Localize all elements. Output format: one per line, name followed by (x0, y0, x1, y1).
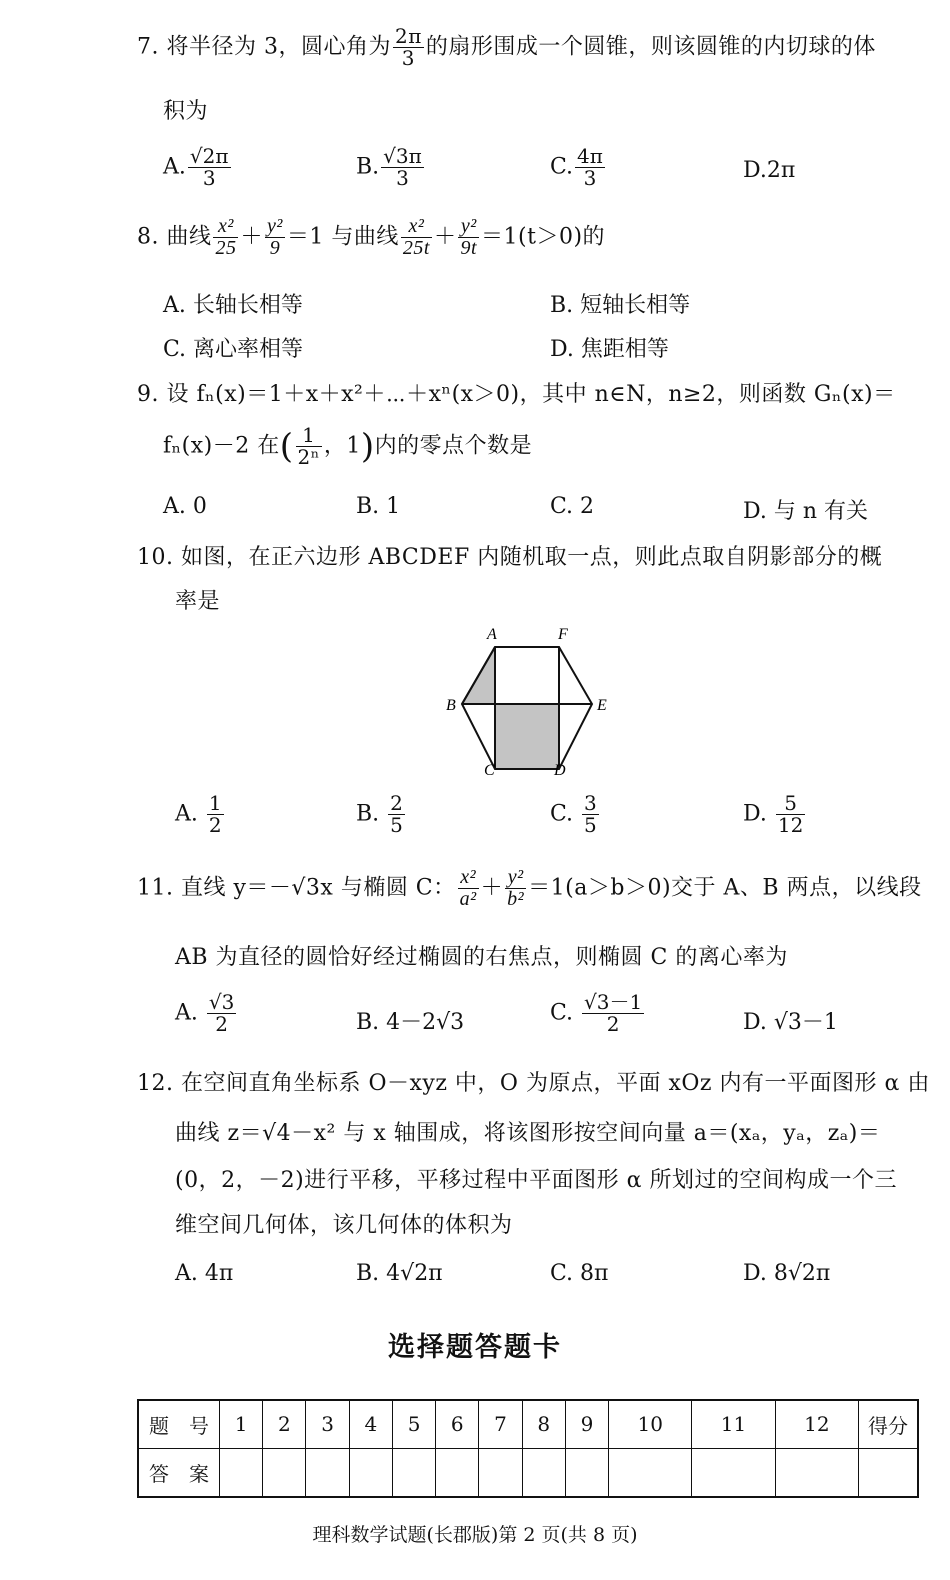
answer-card-table (137, 1399, 919, 1498)
page-footer: 理科数学试题(长郡版)第 2 页(共 8 页) (312, 1524, 638, 1546)
q10-option-d: D. $\frac{5}{12}$ (743, 791, 804, 837)
q11-option-b: B. 4－2√3 (356, 1010, 465, 1035)
q11-line1: 11. 直线 y＝－√3x 与椭圆 C： $\frac{\text{x²}}{\text{a²}}$ ＋ $\frac{\text{y²}}{\text{b²}}$ ＝1(a＞b＞0)交于 A、B 两点，以线段 (137, 866, 922, 910)
q7-text-a: 7. 将半径为 3，圆心角为 (137, 34, 391, 60)
q9-option-c: C. 2 (550, 494, 595, 519)
hexagon-figure (440, 623, 620, 783)
q7-line1 (137, 26, 876, 69)
answer-cell[interactable] (306, 1448, 349, 1497)
q12-option-d: D. 8√2π (743, 1261, 831, 1286)
shaded-square (495, 704, 559, 769)
answer-cell[interactable] (479, 1448, 522, 1497)
label-b: B (446, 697, 456, 714)
q7-option-d: D.2π (743, 158, 796, 183)
col-number: 12 (775, 1400, 858, 1448)
q9-option-a: A. 0 (163, 494, 207, 519)
answer-cell[interactable] (775, 1448, 858, 1497)
col-number: 2 (263, 1400, 306, 1448)
col-number: 11 (692, 1400, 775, 1448)
q7-fraction: $\frac{2\pi}{3}$ (394, 24, 422, 70)
answer-cell[interactable] (392, 1448, 435, 1497)
answer-cell[interactable] (522, 1448, 565, 1497)
q10-option-c: C. $\frac{3}{5}$ (550, 791, 597, 837)
q7-text-b: 的扇形围成一个圆锥，则该圆锥的内切球的体 (425, 34, 876, 60)
q8-option-d: D. 焦距相等 (550, 337, 669, 362)
label-a: A (487, 626, 497, 643)
col-number: 5 (392, 1400, 435, 1448)
q12-line1: 12. 在空间直角坐标系 O－xyz 中，O 为原点，平面 xOz 内有一平面图形 α 由 (137, 1071, 930, 1096)
col-number: 10 (609, 1400, 692, 1448)
q12-line4: 维空间几何体，该几何体的体积为 (175, 1213, 513, 1238)
col-number: 4 (349, 1400, 392, 1448)
col-number: 7 (479, 1400, 522, 1448)
score-cell[interactable] (859, 1448, 919, 1497)
col-number: 8 (522, 1400, 565, 1448)
q7-line2: 积为 (163, 99, 209, 124)
q11-option-d: D. √3－1 (743, 1010, 838, 1035)
q12-option-a: A. 4π (175, 1261, 234, 1286)
answer-cell[interactable] (263, 1448, 306, 1497)
q11-option-a: A. $\frac{√3}{2}$ (175, 990, 235, 1036)
q12-option-c: C. 8π (550, 1261, 609, 1286)
q8-option-c: C. 离心率相等 (163, 337, 304, 362)
answer-cell[interactable] (220, 1448, 263, 1497)
q9-option-b: B. 1 (356, 494, 401, 519)
label-f: F (558, 626, 568, 643)
answer-cell[interactable] (692, 1448, 775, 1497)
q10-line2: 率是 (175, 589, 221, 614)
q10-option-a: A. $\frac{1}{2}$ (175, 791, 222, 837)
q8-option-a: A. 长轴长相等 (163, 293, 303, 318)
q10-line1: 10. 如图，在正六边形 ABCDEF 内随机取一点，则此点取自阴影部分的概 (137, 545, 883, 570)
label-e: E (597, 697, 607, 714)
q12-line2: 曲线 z＝√4－x² 与 x 轴围成，将该图形按空间向量 a＝(xₐ，yₐ，zₐ)＝ (175, 1121, 881, 1146)
answer-cell[interactable] (565, 1448, 608, 1497)
col-number: 1 (220, 1400, 263, 1448)
label-c: C (484, 762, 495, 779)
q8-line1: 8. 曲线 $\frac{\text{x²}}{25}$ ＋ $\frac{\text{y²}}{9}$ ＝1 与曲线 $\frac{\text{x²}}{25t}$ ＋ $\frac{\text{y²}}{9t}$ ＝1(t＞0)的 (137, 215, 606, 259)
q7-option-c: C. $\frac{4\pi}{3}$ (550, 144, 603, 190)
label-d: D (554, 762, 566, 779)
q9-line2: fₙ(x)－2 在( $\frac{1}{\text{2ⁿ}}$ ，1)内的零点个数是 (163, 423, 533, 469)
q12-line3: (0，2，－2)进行平移，平移过程中平面图形 α 所划过的空间构成一个三 (175, 1168, 898, 1193)
row-label-answer: 答 案 (138, 1448, 220, 1497)
q7-option-b: B. $\frac{√3\pi}{3}$ (356, 144, 422, 190)
answer-cell[interactable] (436, 1448, 479, 1497)
q9-option-d: D. 与 n 有关 (743, 499, 869, 524)
q12-option-b: B. 4√2π (356, 1261, 443, 1286)
answer-cell[interactable] (609, 1448, 692, 1497)
q11-option-c: C. $\frac{√3-1}{2}$ (550, 990, 643, 1036)
col-number: 3 (306, 1400, 349, 1448)
q8-option-b: B. 短轴长相等 (550, 293, 691, 318)
answer-card-title: 选择题答题卡 (388, 1332, 562, 1363)
row-label-number: 题 号 (138, 1400, 220, 1448)
col-number: 6 (436, 1400, 479, 1448)
answer-cell[interactable] (349, 1448, 392, 1497)
q9-line1: 9. 设 fₙ(x)＝1＋x＋x²＋⋯＋xⁿ(x＞0)，其中 n∈N，n≥2，则函数 Gₙ(x)＝ (137, 382, 896, 407)
q11-line2: AB 为直径的圆恰好经过椭圆的右焦点，则椭圆 C 的离心率为 (175, 945, 788, 970)
col-number: 9 (565, 1400, 608, 1448)
q7-option-a: A. $\frac{√2\pi}{3}$ (163, 144, 229, 190)
q10-option-b: B. $\frac{2}{5}$ (356, 791, 403, 837)
score-label: 得分 (859, 1400, 919, 1448)
